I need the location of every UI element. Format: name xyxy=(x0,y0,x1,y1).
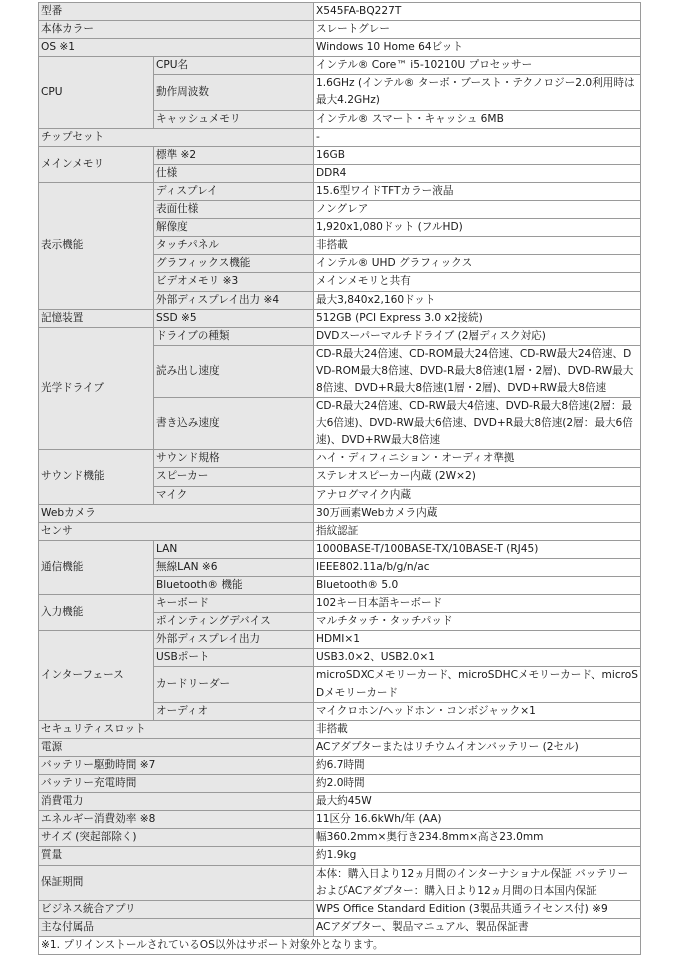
spec-label: エネルギー消費効率 ※8 xyxy=(39,811,314,829)
spec-sub-label: Bluetooth® 機能 xyxy=(154,577,314,595)
spec-row xyxy=(39,918,641,936)
spec-value: 15.6型ワイドTFTカラー液晶 xyxy=(314,182,641,200)
spec-row xyxy=(39,128,641,146)
spec-value: 指紋認証 xyxy=(314,522,641,540)
spec-value: ステレオスピーカー内蔵 (2W×2) xyxy=(314,468,641,486)
spec-sub-label: キーボード xyxy=(154,595,314,613)
spec-row xyxy=(39,21,641,39)
spec-sub-label: 書き込み速度 xyxy=(154,398,314,450)
spec-value: 約6.7時間 xyxy=(314,756,641,774)
spec-row xyxy=(39,522,641,540)
spec-sub-label: キャッシュメモリ xyxy=(154,110,314,128)
spec-value: CD-R最大24倍速、CD-RW最大4倍速、DVD-R最大8倍速(2層：最大6倍速)、DVD-RW最大6倍速、DVD+R最大8倍速(2層：最大6倍速)、DVD+RW最大8倍速 xyxy=(314,398,641,450)
spec-sub-label: ディスプレイ xyxy=(154,182,314,200)
spec-label: Webカメラ xyxy=(39,504,314,522)
spec-row xyxy=(39,738,641,756)
spec-value: ACアダプターまたはリチウムイオンバッテリー (2セル) xyxy=(314,738,641,756)
spec-row xyxy=(39,865,641,900)
spec-value: Bluetooth® 5.0 xyxy=(314,577,641,595)
spec-label: 主な付属品 xyxy=(39,918,314,936)
spec-value: インテル® スマート・キャッシュ 6MB xyxy=(314,110,641,128)
spec-value: microSDXCメモリーカード、microSDHCメモリーカード、microSDメモリーカード xyxy=(314,667,641,702)
spec-sub-label: グラフィックス機能 xyxy=(154,255,314,273)
spec-sub-label: タッチパネル xyxy=(154,237,314,255)
spec-sub-label: ポインティングデバイス xyxy=(154,613,314,631)
spec-value: 幅360.2mm×奥行き234.8mm×高さ23.0mm xyxy=(314,829,641,847)
footnote-row xyxy=(39,936,641,954)
spec-row xyxy=(39,327,641,345)
spec-value: 約1.9kg xyxy=(314,847,641,865)
spec-group-label: メインメモリ xyxy=(39,146,154,182)
spec-value: 最大3,840x2,160ドット xyxy=(314,291,641,309)
spec-value: アナログマイク内蔵 xyxy=(314,486,641,504)
spec-sub-label: ドライブの種類 xyxy=(154,327,314,345)
spec-value: 非搭載 xyxy=(314,720,641,738)
spec-row xyxy=(39,793,641,811)
spec-group-label: 表示機能 xyxy=(39,182,154,309)
spec-label: センサ xyxy=(39,522,314,540)
footnote: ※1. プリインストールされているOS以外はサポート対象外となります。 xyxy=(39,936,641,954)
spec-row xyxy=(39,595,641,613)
spec-value: 102キー日本語キーボード xyxy=(314,595,641,613)
spec-sub-label: 読み出し速度 xyxy=(154,345,314,397)
spec-sub-label: 表面仕様 xyxy=(154,201,314,219)
spec-value: 30万画素Webカメラ内蔵 xyxy=(314,504,641,522)
spec-value: 1000BASE-T/100BASE-TX/10BASE-T (RJ45) xyxy=(314,540,641,558)
spec-group-label: サウンド機能 xyxy=(39,450,154,504)
spec-value: CD-R最大24倍速、CD-ROM最大24倍速、CD-RW最大24倍速、DVD-ROM最大8倍速、DVD-R最大8倍速(1層・2層)、DVD-RW最大8倍速、DVD+R最大8倍速(1層・2層)、DVD+RW最大8倍速 xyxy=(314,345,641,397)
spec-value: X545FA-BQ227T xyxy=(314,3,641,21)
spec-label: チップセット xyxy=(39,128,314,146)
spec-label: 質量 xyxy=(39,847,314,865)
spec-value: 約2.0時間 xyxy=(314,775,641,793)
spec-value: マルチタッチ・タッチパッド xyxy=(314,613,641,631)
spec-label: 電源 xyxy=(39,738,314,756)
spec-row xyxy=(39,847,641,865)
spec-value: ハイ・ディフィニション・オーディオ準拠 xyxy=(314,450,641,468)
spec-sub-label: マイク xyxy=(154,486,314,504)
spec-row xyxy=(39,504,641,522)
spec-value: ノングレア xyxy=(314,201,641,219)
spec-label: バッテリー充電時間 xyxy=(39,775,314,793)
spec-value: HDMI×1 xyxy=(314,631,641,649)
spec-row xyxy=(39,182,641,200)
spec-value: DDR4 xyxy=(314,164,641,182)
spec-label: セキュリティスロット xyxy=(39,720,314,738)
spec-group-label: CPU xyxy=(39,57,154,128)
spec-sub-label: スピーカー xyxy=(154,468,314,486)
spec-label: サイズ (突起部除く) xyxy=(39,829,314,847)
spec-row xyxy=(39,309,641,327)
spec-table-body xyxy=(39,3,641,955)
spec-value: ACアダプター、製品マニュアル、製品保証書 xyxy=(314,918,641,936)
spec-value: Windows 10 Home 64ビット xyxy=(314,39,641,57)
spec-value: USB3.0×2、USB2.0×1 xyxy=(314,649,641,667)
spec-value: マイクロホン/ヘッドホン・コンボジャック×1 xyxy=(314,702,641,720)
spec-label: 消費電力 xyxy=(39,793,314,811)
spec-value: 最大約45W xyxy=(314,793,641,811)
spec-value: インテル® Core™ i5-10210U プロセッサー xyxy=(314,57,641,75)
spec-row xyxy=(39,756,641,774)
spec-sub-label: 外部ディスプレイ出力 ※4 xyxy=(154,291,314,309)
spec-sub-label: サウンド規格 xyxy=(154,450,314,468)
spec-value: 11区分 16.6kWh/年 (AA) xyxy=(314,811,641,829)
spec-sub-label: 動作周波数 xyxy=(154,75,314,110)
spec-label: 本体カラー xyxy=(39,21,314,39)
spec-value: インテル® UHD グラフィックス xyxy=(314,255,641,273)
spec-label: ビジネス統合アプリ xyxy=(39,900,314,918)
spec-row xyxy=(39,57,641,75)
spec-sub-label: USBポート xyxy=(154,649,314,667)
spec-row xyxy=(39,450,641,468)
spec-value: 非搭載 xyxy=(314,237,641,255)
spec-group-label: 記憶装置 xyxy=(39,309,154,327)
spec-sub-label: 外部ディスプレイ出力 xyxy=(154,631,314,649)
spec-value: 1.6GHz (インテル® ターボ・ブースト・テクノロジー2.0利用時は最大4.2GHz) xyxy=(314,75,641,110)
spec-value: メインメモリと共有 xyxy=(314,273,641,291)
spec-sub-label: 解像度 xyxy=(154,219,314,237)
spec-sub-label: SSD ※5 xyxy=(154,309,314,327)
spec-sub-label: 仕様 xyxy=(154,164,314,182)
spec-value: 1,920x1,080ドット (フルHD) xyxy=(314,219,641,237)
spec-sub-label: 標準 ※2 xyxy=(154,146,314,164)
spec-sub-label: ビデオメモリ ※3 xyxy=(154,273,314,291)
spec-label: OS ※1 xyxy=(39,39,314,57)
spec-label: バッテリー駆動時間 ※7 xyxy=(39,756,314,774)
spec-value: 16GB xyxy=(314,146,641,164)
spec-row xyxy=(39,540,641,558)
spec-group-label: 光学ドライブ xyxy=(39,327,154,450)
spec-value: IEEE802.11a/b/g/n/ac xyxy=(314,558,641,576)
spec-row xyxy=(39,720,641,738)
spec-sub-label: 無線LAN ※6 xyxy=(154,558,314,576)
spec-row xyxy=(39,39,641,57)
spec-group-label: 通信機能 xyxy=(39,540,154,594)
spec-row xyxy=(39,3,641,21)
spec-group-label: インターフェース xyxy=(39,631,154,720)
spec-value: 本体：購入日より12ヵ月間のインターナショナル保証 バッテリーおよびACアダプター：購入日より12ヵ月間の日本国内保証 xyxy=(314,865,641,900)
spec-row xyxy=(39,775,641,793)
spec-row xyxy=(39,811,641,829)
spec-row xyxy=(39,631,641,649)
spec-value: 512GB (PCI Express 3.0 x2接続) xyxy=(314,309,641,327)
spec-value: WPS Office Standard Edition (3製品共通ライセンス付) ※9 xyxy=(314,900,641,918)
spec-sub-label: カードリーダー xyxy=(154,667,314,702)
spec-sub-label: LAN xyxy=(154,540,314,558)
spec-group-label: 入力機能 xyxy=(39,595,154,631)
spec-value: - xyxy=(314,128,641,146)
spec-row xyxy=(39,900,641,918)
spec-value: スレートグレー xyxy=(314,21,641,39)
spec-value: DVDスーパーマルチドライブ (2層ディスク対応) xyxy=(314,327,641,345)
spec-sub-label: CPU名 xyxy=(154,57,314,75)
spec-table xyxy=(38,2,641,955)
spec-label: 型番 xyxy=(39,3,314,21)
spec-label: 保証期間 xyxy=(39,865,314,900)
spec-row xyxy=(39,829,641,847)
spec-row xyxy=(39,146,641,164)
spec-sub-label: オーディオ xyxy=(154,702,314,720)
